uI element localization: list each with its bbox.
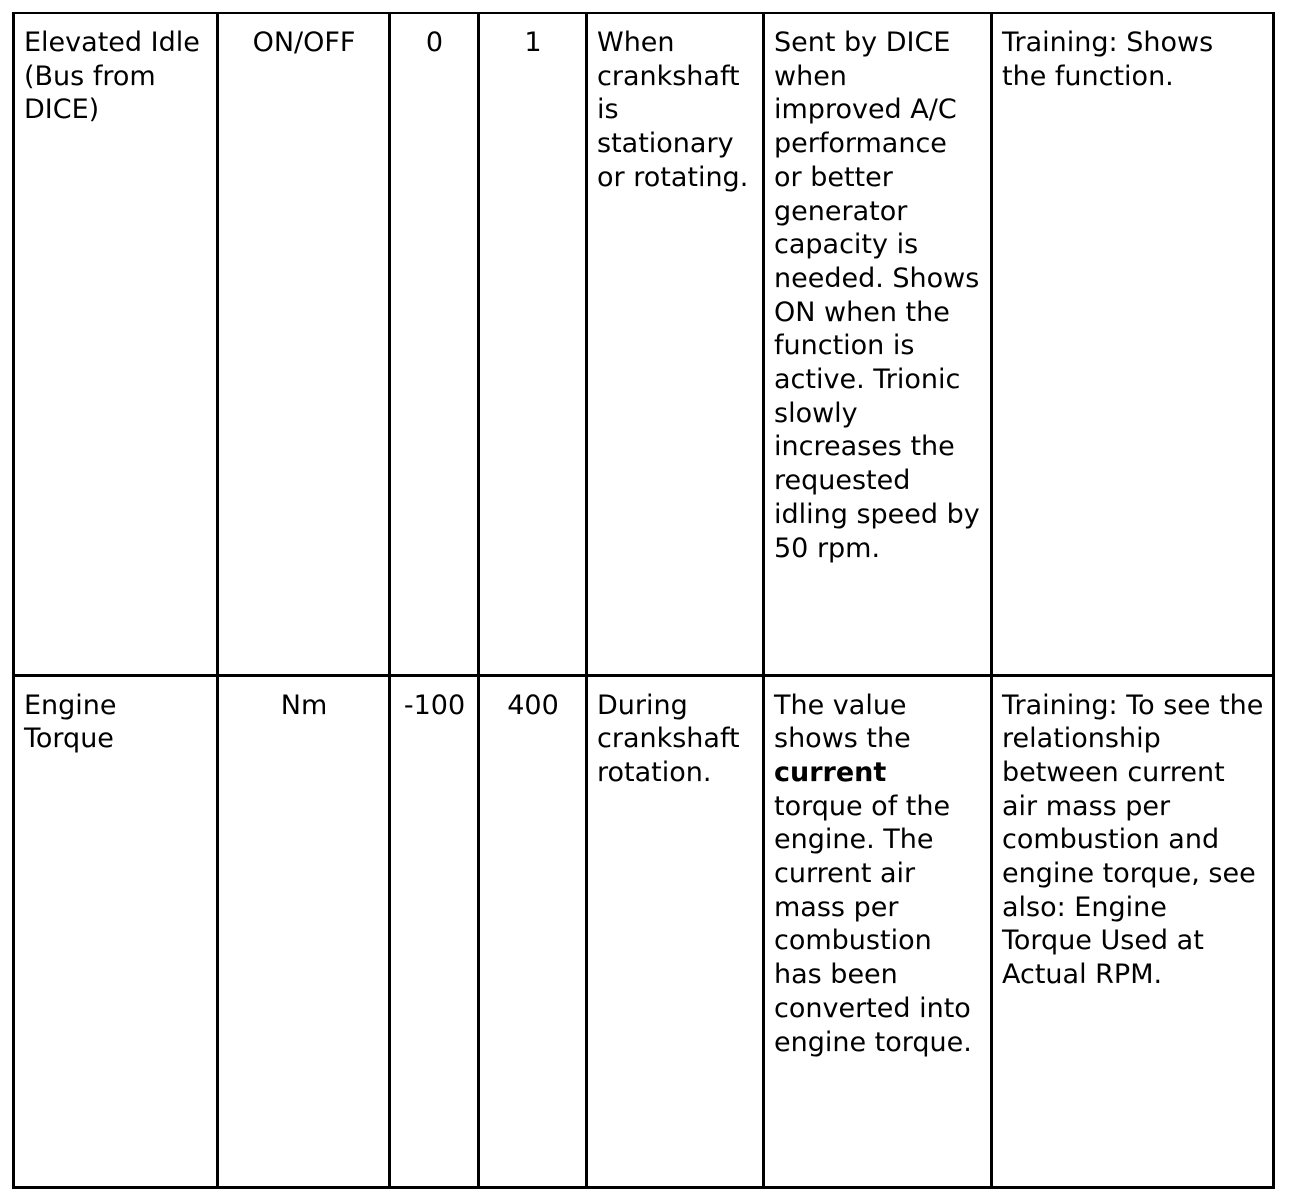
min-cell [390,675,479,1187]
parameter-name: Elevated Idle (Bus from DICE) [24,27,200,126]
parameter-unit: ON/OFF [252,27,356,58]
table-row [14,675,1274,1187]
description-cell [764,675,992,1187]
condition-cell [587,13,764,675]
parameter-note: Training: To see the relationship between current air mass per combustion and engine torque, see also: Engine Torque Used at Actual RPM. [1002,689,1264,991]
condition-cell [587,675,764,1187]
description-cell [764,13,992,675]
parameter-max: 1 [524,27,542,58]
parameter-min: -100 [403,689,466,721]
max-cell [479,13,587,675]
parameter-max: 400 [507,689,559,721]
description-emphasis: current [774,756,887,788]
parameter-name-cell [14,13,218,675]
parameter-name: Engine Torque [24,689,117,755]
note-cell [992,675,1274,1187]
parameter-description: Sent by DICE when improved A/C performance or better generator capacity is needed. Shows ON when the function is active. Trionic slowly increases the requested idling speed by 50 rpm. [774,27,980,564]
description-post: torque of the engine. The current air mass per combustion has been converted into engine torque. [774,790,972,1058]
parameter-note: Training: Shows the function. [1002,27,1214,92]
max-cell [479,675,587,1187]
parameter-min: 0 [425,27,444,58]
unit-cell [218,675,390,1187]
unit-cell [218,13,390,675]
note-cell [992,13,1274,675]
min-cell [390,13,479,675]
parameter-table [12,12,1275,1189]
description-pre: The value shows the [774,689,911,755]
parameter-condition: When crankshaft is stationary or rotating. [597,27,749,193]
parameter-unit: Nm [280,689,328,721]
parameter-condition: During crankshaft rotation. [597,689,740,788]
parameter-description [774,689,982,1060]
table-row [14,13,1274,675]
parameter-name-cell [14,675,218,1187]
